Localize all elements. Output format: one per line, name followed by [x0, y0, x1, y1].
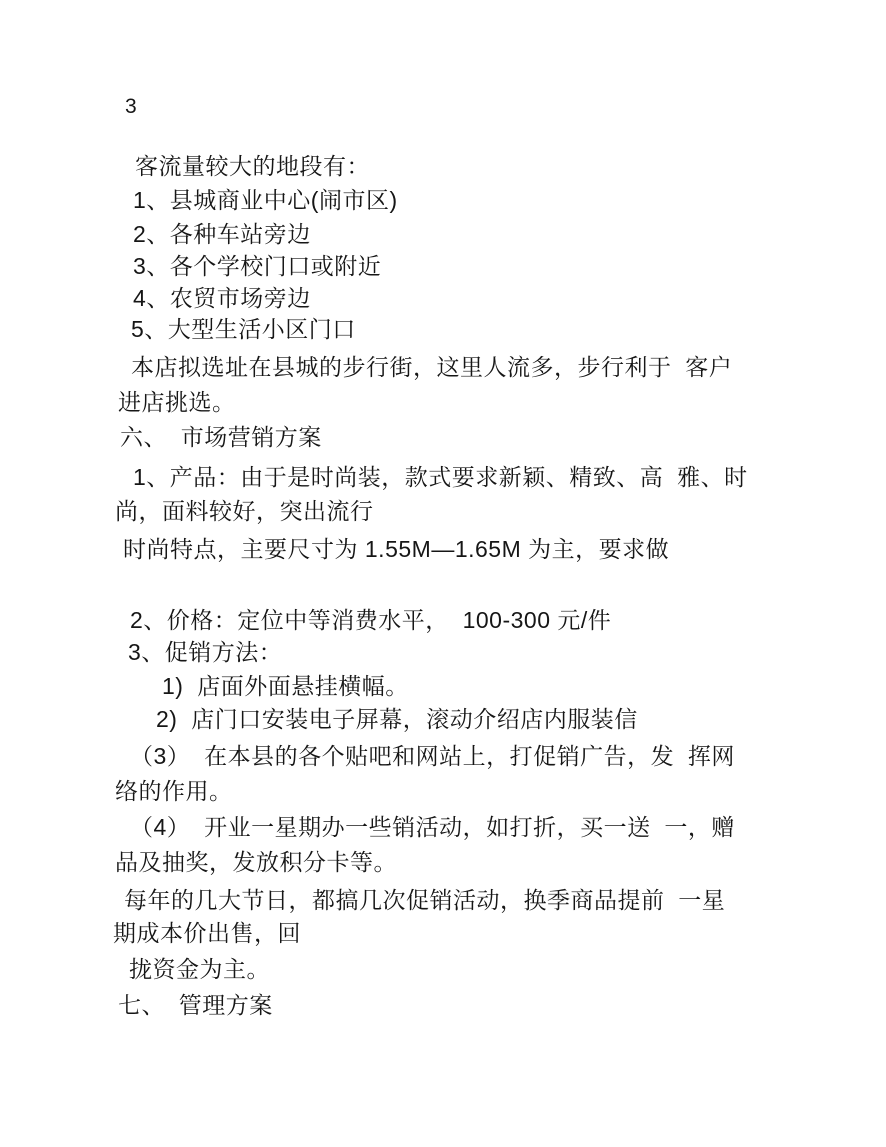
list-item-2: 2、各种车站旁边 — [133, 221, 311, 247]
paragraph-site-selection-line-1: 本店拟选址在县城的步行街，这里人流多，步行利于 客户 — [131, 354, 733, 380]
item-product-line-1: 1、产品：由于是时尚装，款式要求新颖、精致、高 雅、时 — [133, 464, 748, 490]
list-item-5: 5、大型生活小区门口 — [131, 316, 356, 342]
paragraph-traffic-intro: 客流量较大的地段有： — [135, 153, 370, 179]
promotion-sub-item-4-line-1: （4） 开业一星期办一些销活动，如打折，买一送 一，赠 — [130, 814, 735, 840]
paragraph-site-selection-line-2: 进店挑选。 — [118, 389, 236, 415]
promotion-sub-item-4-line-2: 品及抽奖，发放积分卡等。 — [115, 849, 397, 875]
item-promotion-heading: 3、促销方法： — [128, 639, 283, 665]
list-item-3: 3、各个学校门口或附近 — [133, 253, 382, 279]
list-item-1: 1、县城商业中心(闹市区) — [133, 187, 398, 213]
promotion-sub-item-3-line-2: 络的作用。 — [115, 778, 233, 804]
paragraph-festival-promo-line-1: 每年的几大节日，都搞几次促销活动，换季商品提前 一星 — [124, 887, 726, 913]
item-product-line-3: 时尚特点，主要尺寸为 1.55M—1.65M 为主，要求做 — [123, 536, 670, 562]
promotion-sub-item-3-line-1: （3） 在本县的各个贴吧和网站上，打促销广告，发 挥网 — [130, 743, 735, 769]
page-number: 3 — [125, 95, 137, 118]
paragraph-festival-promo-line-2: 期成本价出售，回 — [113, 920, 301, 946]
promotion-sub-item-1: 1) 店面外面悬挂横幅。 — [162, 673, 409, 699]
item-product-line-2: 尚，面料较好，突出流行 — [115, 498, 374, 524]
heading-section-seven-management: 七、 管理方案 — [118, 992, 273, 1018]
promotion-sub-item-2: 2) 店门口安装电子屏幕，滚动介绍店内服装信 — [156, 706, 638, 732]
item-price: 2、价格：定位中等消费水平， 100-300 元/件 — [130, 607, 612, 633]
list-item-4: 4、农贸市场旁边 — [133, 285, 311, 311]
paragraph-festival-promo-line-3: 拢资金为主。 — [129, 956, 270, 982]
heading-section-six-marketing: 六、 市场营销方案 — [120, 424, 322, 450]
